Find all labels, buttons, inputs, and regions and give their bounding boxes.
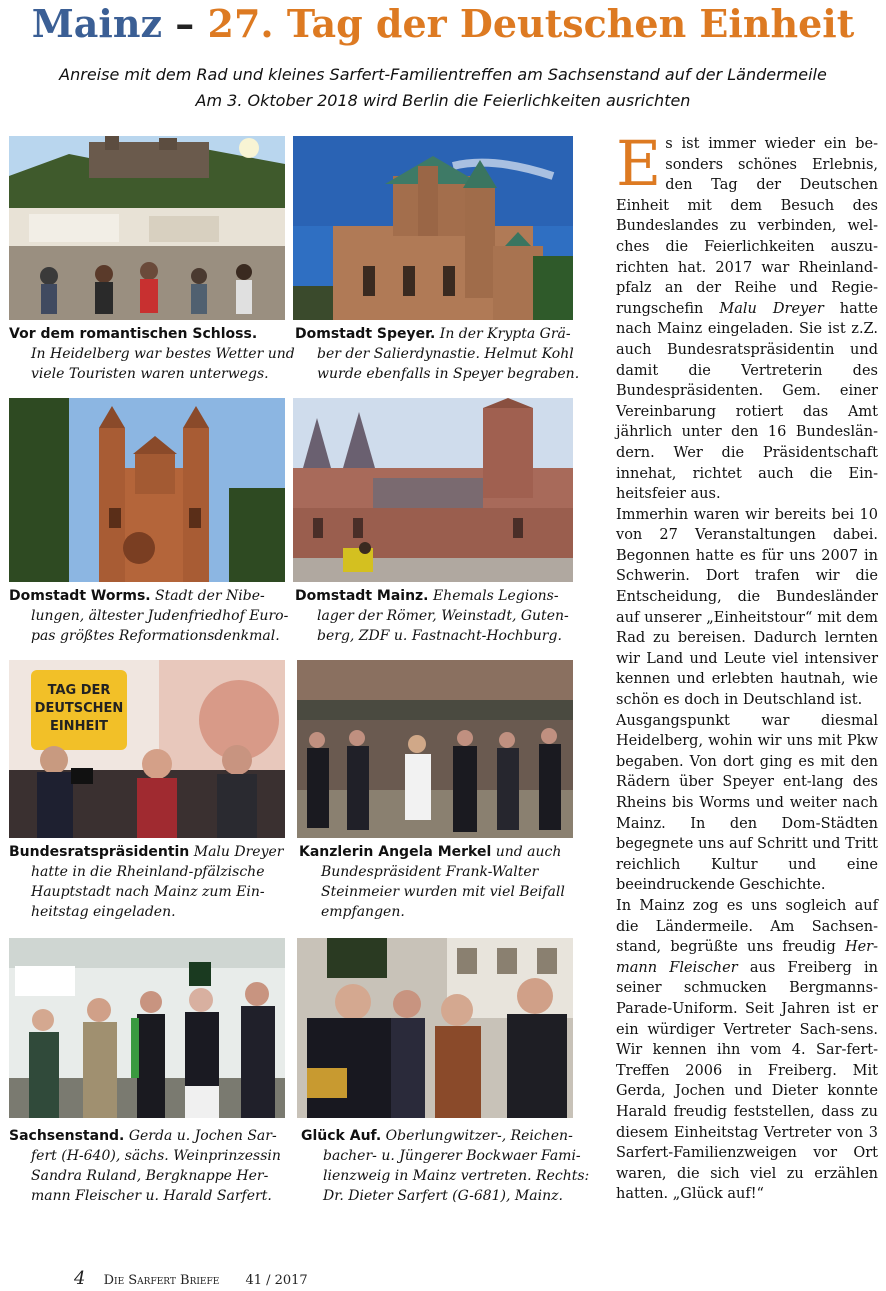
caption-title: Domstadt Worms. [9,588,151,604]
article-paragraph-1: Es ist immer wieder ein be-sonders schönes Erlebnis, den Tag der Deutschen Einheit mit dem Besuch des Bundeslandes zu verbinden, wel-ches die Feierlichkeiten auszu-richten hat. 2017 war Rheinland-pfalz an der Reihe und Regie-rungschefin Malu Dreyer hatte nach Mainz eingeladen. Sie ist z.Z. auch Bundesratspräsidentin und damit die Vertreterin des Bundespräsidenten. Gem. einer Vereinbarung rotiert das Amt jährlich unter den 16 Bundeslän-dern. Wer die Präsidentschaft innehat, richtet auch die Ein-heitsfeier aus. [616,127,879,503]
title-dash: – [175,1,195,46]
article-paragraph-4: In Mainz zog es uns sogleich auf die Ländermeile. Am Sachsen-stand, begrüßte uns freudig Her-mann Fleischer aus Freiberg in seiner schmucken Bergmanns-Parade-Uniform. Seit Jahren ist er ein würdiger Vertreter Sach-sens. Wir kennen ihn vom 4. Sar-fert-Treffen 2006 in Freiberg. Mit Gerda, Jochen und Dieter konnte Harald freudig feststellen, dass zu diesem Einheitstag Vertreter von 3 Sarfert-Familienzweigen vor Ort waren, die sich viel zu erzählen hatten. „Glück auf!“ [616,897,879,1203]
subtitle-line-2: Am 3. Oktober 2018 wird Berlin die Feierlichkeiten ausrichten [195,91,691,110]
caption-sachsenstand: Sachsenstand. Gerda u. Jochen Sar- fert (H-640), sächs. Weinprinzessin Sandra Ruland, Bergknappe Her- mann Fleischer u. Harald Sarfert. [9,1128,281,1204]
subtitle-line-1: Anreise mit dem Rad und kleines Sarfert-Familientreffen am Sachsenstand auf der Ländermeile [59,65,827,84]
drop-cap: E [616,127,662,200]
caption-glueck-auf: Glück Auf. Oberlungwitzer-, Reichen- bacher- u. Jüngerer Bockwaer Fami- lienzweig in Mainz vertreten. Rechts: Dr. Dieter Sarfert (G-681), Mainz. [301,1128,590,1204]
caption-malu-dreyer: Bundesratspräsidentin Malu Dreyer hatte in die Rheinland-pfälzische Hauptstadt nach Mainz zum Ein- heitstag eingeladen. [9,844,284,920]
photo-sachsenstand [9,938,285,1118]
publication-name: Die Sarfert Briefe [103,1273,220,1288]
page-footer [74,1268,308,1289]
sign-line-1: TAG DER [47,683,111,698]
page-title [0,2,886,46]
photo-mainz [293,398,573,582]
photo-heidelberg [9,136,285,320]
issue-number: 41 / 2017 [245,1273,308,1288]
photo-glueck-auf [297,938,573,1118]
caption-title: Vor dem romantischen Schloss. [9,326,258,342]
article-paragraph-3: Ausgangspunkt war diesmal Heidelberg, wohin wir uns mit Pkw begaben. Von dort ging es mit den Rädern über Speyer ent-lang des Rheins bis Worms und weiter nach Mainz. In den Dom-Städten begegnete uns auf Schritt und Tritt reichlich Kultur und eine beeindruckende Geschichte. [616,712,878,894]
caption-title: Domstadt Speyer. [295,326,436,342]
caption-worms: Domstadt Worms. Stadt der Nibe- lungen, ältester Judenfriedhof Euro- pas größtes Reformationsdenkmal. [9,588,289,644]
photo-merkel [297,660,573,838]
caption-title: Kanzlerin Angela Merkel [299,844,492,860]
photo-malu-dreyer [9,660,285,838]
sign-line-3: EINHEIT [49,719,109,734]
caption-heidelberg: Vor dem romantischen Schloss. In Heidelberg war bestes Wetter und viele Touristen waren unterwegs. [9,326,295,382]
caption-title: Bundesratspräsidentin [9,844,190,860]
caption-title: Glück Auf. [301,1128,382,1144]
caption-merkel: Kanzlerin Angela Merkel und auch Bundespräsident Frank-Walter Steinmeier wurden mit viel Beifall empfangen. [299,844,565,920]
caption-speyer: Domstadt Speyer. In der Krypta Grä- ber der Salierdynastie. Helmut Kohl wurde ebenfalls in Speyer begraben. [295,326,580,382]
title-event: 27. Tag der Deutschen Einheit [207,1,855,46]
caption-mainz: Domstadt Mainz. Ehemals Legions- lager der Römer, Weinstadt, Guten- berg, ZDF u. Fastnacht-Hochburg. [295,588,569,644]
article-paragraph-2: Immerhin waren wir bereits bei 10 von 27 Veranstaltungen dabei. Begonnen hatte es für uns 2007 in Schwerin. Dort trafen wir die Entscheidung, die Bundesländer auf unserer „Einheitstour“ mit dem Rad zu bereisen. Dadurch lernten wir Land und Leute viel intensiver kennen und erlebten hautnah, wie schön es doch in Deutschland ist. [616,506,878,709]
photo-speyer [293,136,573,320]
page-number: 4 [74,1268,86,1289]
caption-title: Domstadt Mainz. [295,588,429,604]
title-city: Mainz [31,1,163,46]
article-text [616,127,879,1205]
caption-title: Sachsenstand. [9,1128,125,1144]
sign-line-2: DEUTSCHEN [34,701,124,716]
photo-worms [9,398,285,582]
